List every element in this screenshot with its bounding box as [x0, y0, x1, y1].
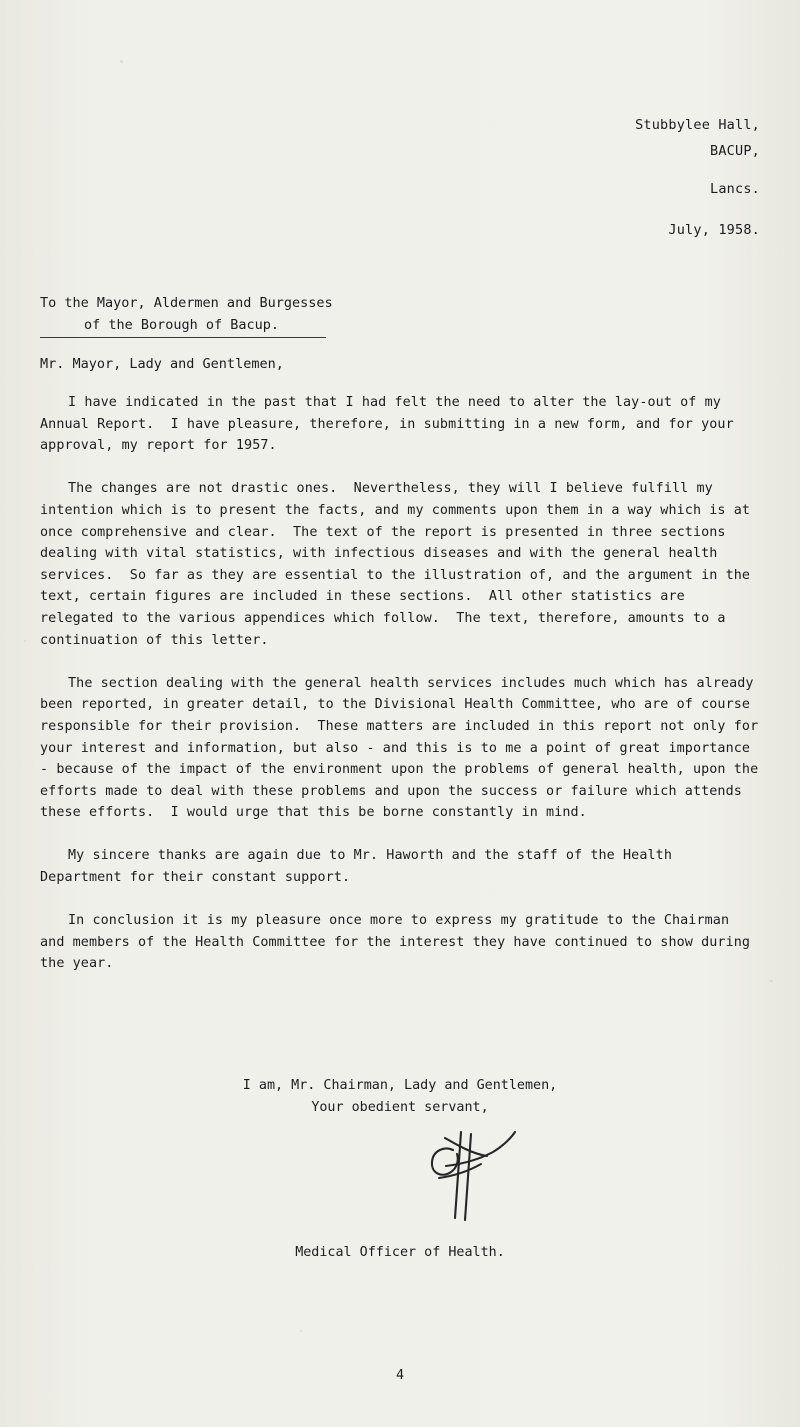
paragraph-2: The changes are not drastic ones. Nevertheless, they will I believe fulfill my intention which is to present the facts, and my comments upon them in a way which is at once comprehensive and clear. The text of the report is presented in three sections dealing with vital statistics, with infectious diseases and with the general health services. So far as they are essential to the illustration of, and the argument in the text, certain figures are included in these sections. All other statistics are relegated to the various appendices which follow. The text, therefore, amounts to a continuation of this letter.: [40, 481, 759, 648]
addressee-block: [40, 292, 740, 338]
paper-speck: [120, 60, 123, 63]
paper-speck: [24, 640, 26, 642]
paragraph-4: My sincere thanks are again due to Mr. Haworth and the staff of the Health Department for their constant support.: [40, 848, 681, 886]
letter-body: [40, 392, 767, 997]
paragraph-5: In conclusion it is my pleasure once more to express my gratitude to the Chairman and members of the Health Committee for the interest they have continued to show during the year.: [40, 913, 759, 972]
greeting-line: Mr. Mayor, Lady and Gentlemen,: [40, 356, 284, 372]
paper-speck: [770, 980, 773, 982]
sender-address: [0, 112, 760, 202]
letter-date: July, 1958.: [668, 222, 760, 238]
paragraph-3: The section dealing with the general health services includes much which has already been reported, in greater detail, to the Divisional Health Committee, who are of course responsible for their provision. These matters are included in this report not only for your interest and information, but also - and this is to me a point of great importance - because of the impact of the environment upon the problems of general health, upon the efforts made to deal with these problems and upon the success or failure which attends these efforts. I would urge that this be borne constantly in mind.: [40, 675, 767, 821]
closing-line-2: Your obedient servant,: [311, 1100, 489, 1115]
page-number: 4: [395, 1368, 405, 1383]
officer-title: Medical Officer of Health.: [295, 1245, 505, 1260]
closing-block: [0, 1075, 800, 1119]
address-spacer: [0, 164, 760, 176]
signature-mark: [415, 1120, 565, 1230]
address-line-1: Stubbylee Hall,: [635, 117, 760, 133]
address-line-2: BACUP,: [710, 143, 760, 159]
paper-speck: [300, 1330, 302, 1332]
closing-line-1: I am, Mr. Chairman, Lady and Gentlemen,: [242, 1078, 558, 1093]
addressee-line-2: of the Borough of Bacup.: [40, 314, 326, 338]
address-line-3: Lancs.: [710, 181, 760, 197]
paragraph-1: I have indicated in the past that I had felt the need to alter the lay-out of my Annual Report. I have pleasure, therefore, in submitting in a new form, and for your approval, my report for 1957.: [40, 395, 742, 454]
addressee-line-1: To the Mayor, Aldermen and Burgesses: [40, 295, 333, 311]
